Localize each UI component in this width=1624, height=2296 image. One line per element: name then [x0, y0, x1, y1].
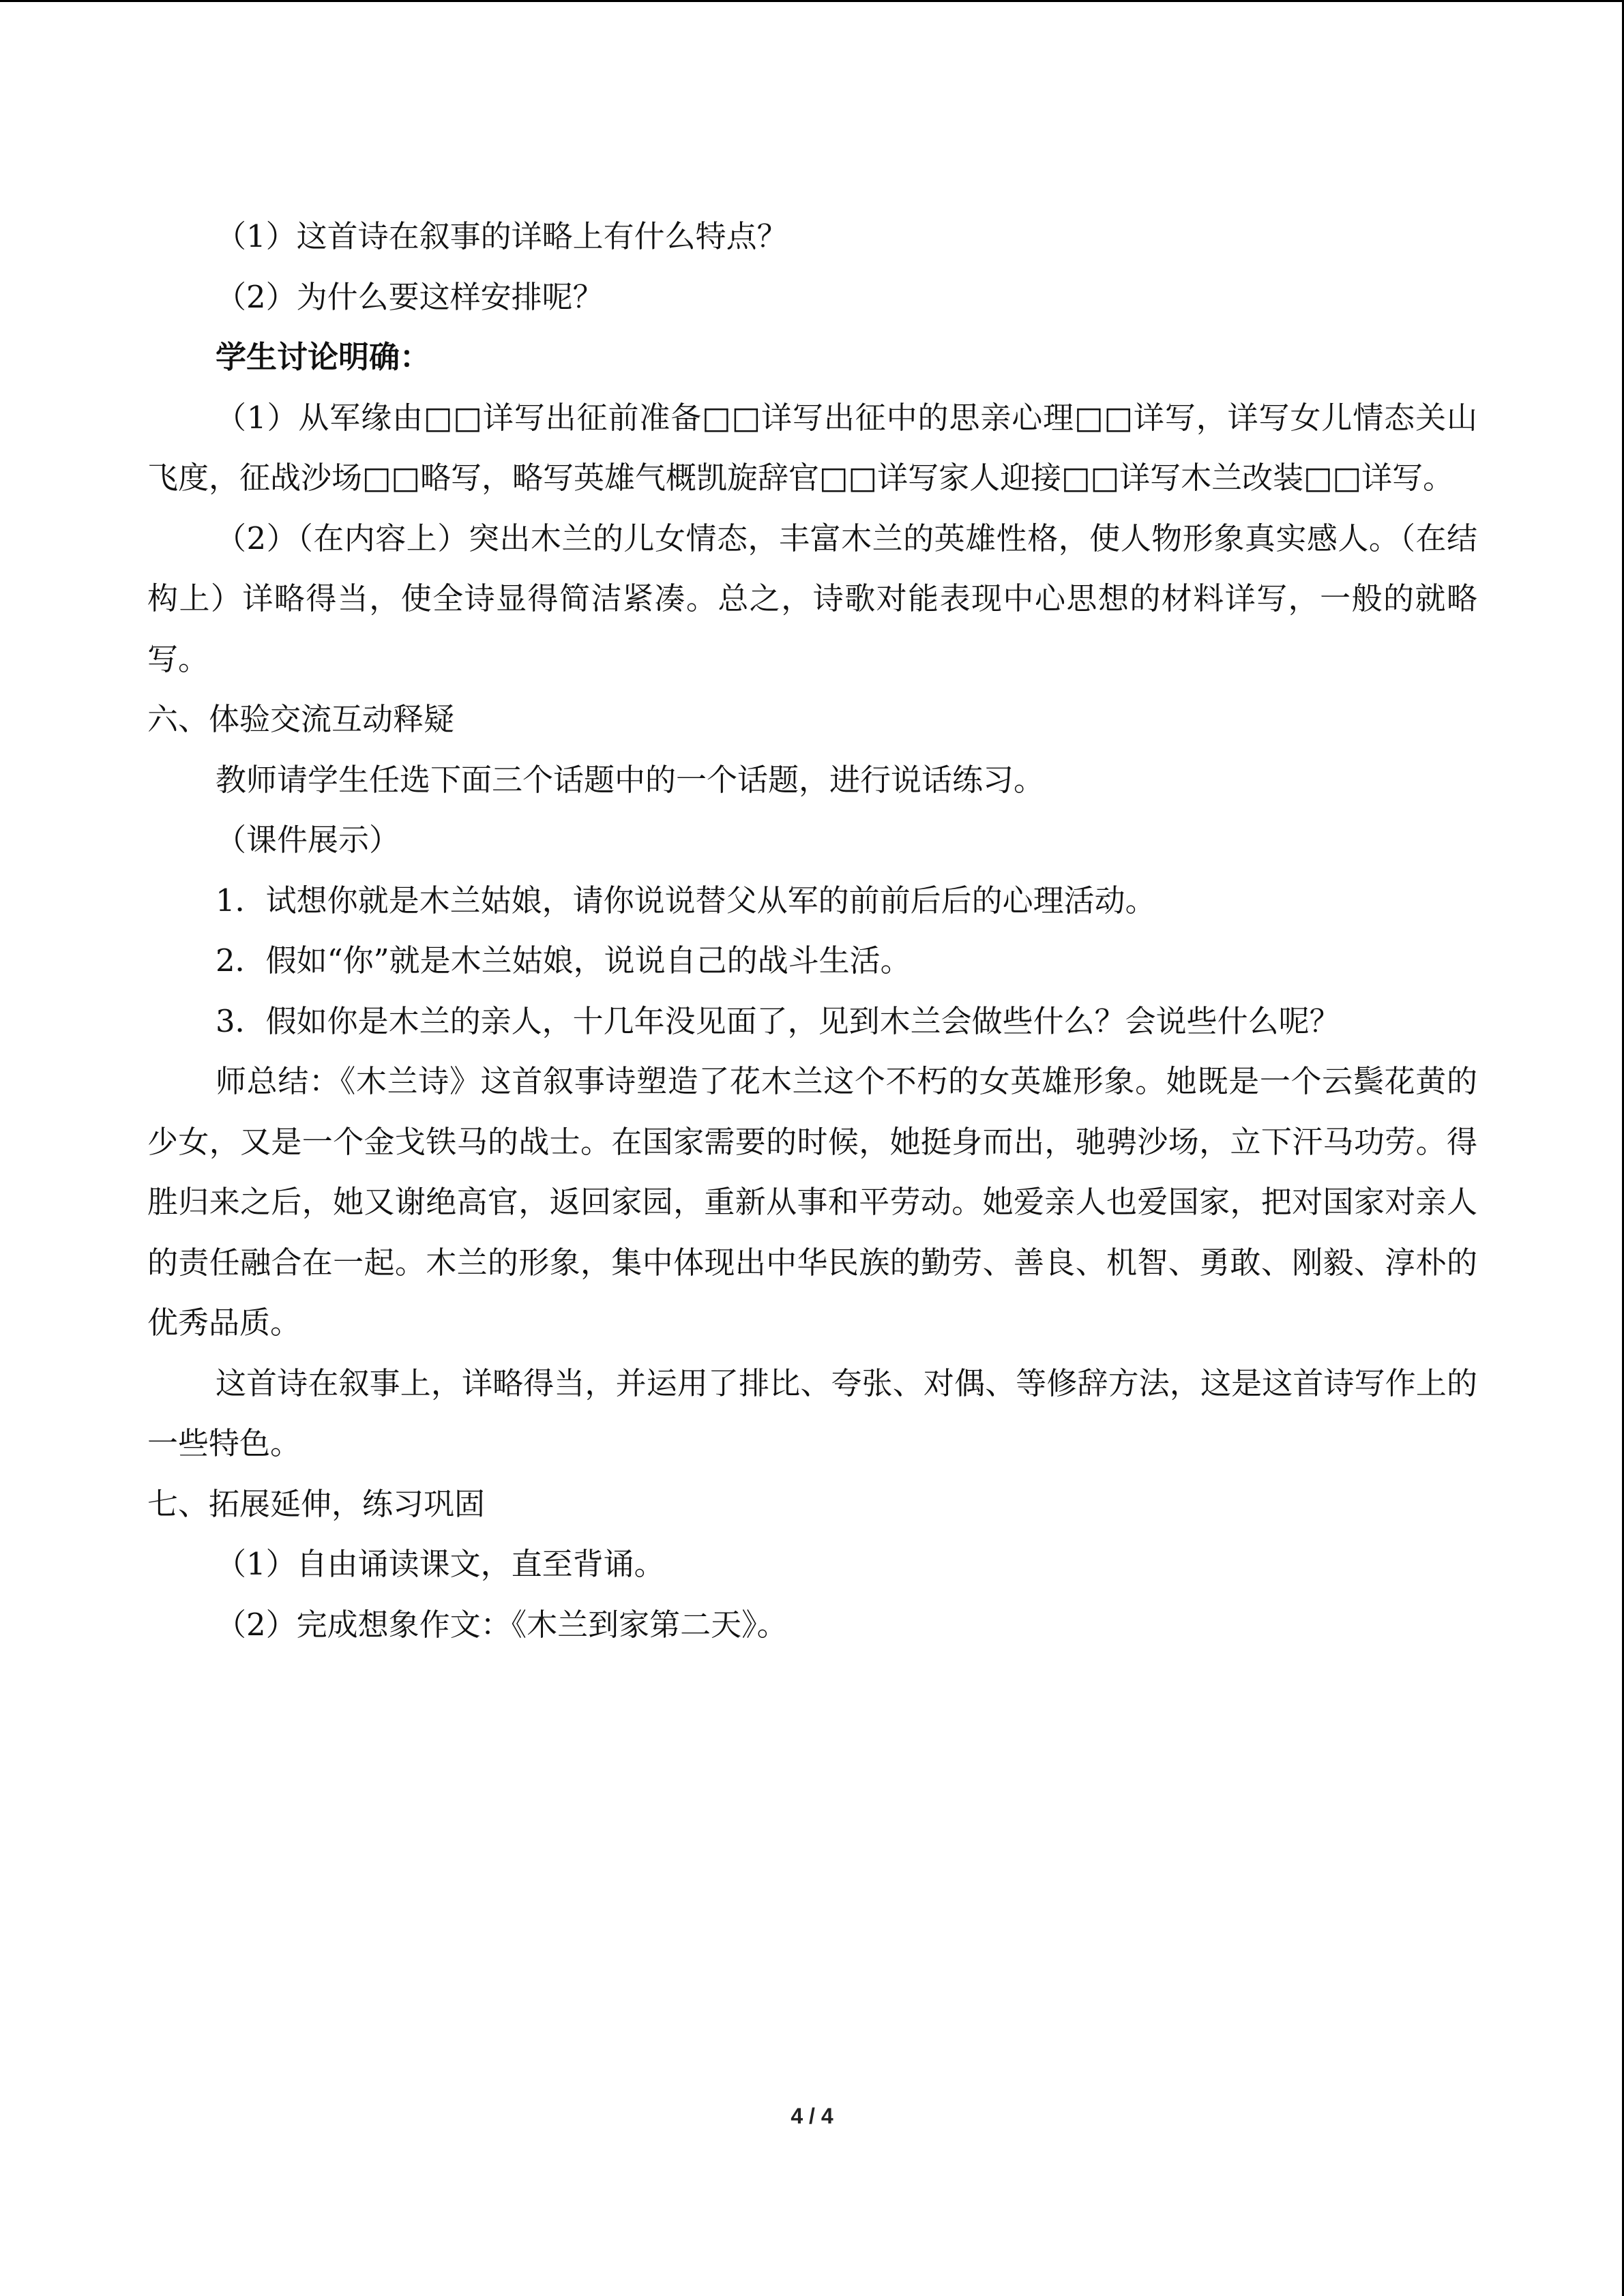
answer-2: （2）（在内容上）突出木兰的儿女情态，丰富木兰的英雄性格，使人物形象真实感人。（在结构上）详略得当，使全诗显得简洁紧凑。总之，诗歌对能表现中心思想的材料详写，一般的就略写。	[147, 520, 1477, 677]
writing-features: 这首诗在叙事上，详略得当，并运用了排比、夸张、对偶、等修辞方法，这是这首诗写作上的一些特色。	[147, 1365, 1477, 1461]
exercise-1: （1）自由诵读课文，直至背诵。	[216, 1546, 665, 1582]
topic-2: 2．假如“你”就是木兰姑娘，说说自己的战斗生活。	[216, 942, 911, 979]
teacher-instruction: 教师请学生任选下面三个话题中的一个话题，进行说话练习。	[216, 761, 1045, 798]
teacher-summary: 师总结：《木兰诗》这首叙事诗塑造了花木兰这个不朽的女英雄形象。她既是一个云鬓花黄的少女，又是一个金戈铁马的战士。在国家需要的时候，她挺身而出，驰骋沙场，立下汗马功劳。得胜归来之后，她又谢绝高官，返回家园，重新从事和平劳动。她爱亲人也爱国家，把对国家对亲人的责任融合在一起。木兰的形象，集中体现出中华民族的勤劳、善良、机智、勇敢、刚毅、淳朴的优秀品质。	[147, 1063, 1477, 1341]
question-1: （1）这首诗在叙事的详略上有什么特点？	[216, 218, 788, 254]
page-number: 4 / 4	[791, 2104, 833, 2128]
section-heading-7: 七、拓展延伸，练习巩固	[147, 1485, 486, 1522]
document-body	[147, 207, 1477, 1655]
courseware-note: （课件展示）	[216, 822, 400, 858]
section-heading-6: 六、体验交流互动释疑	[147, 701, 455, 737]
topic-1: 1．试想你就是木兰姑娘，请你说说替父从军的前前后后的心理活动。	[216, 882, 1156, 919]
question-2: （2）为什么要这样安排呢？	[216, 278, 604, 315]
exercise-2: （2）完成想象作文：《木兰到家第二天》。	[216, 1606, 788, 1643]
answer-1: （1）从军缘由□□详写出征前准备□□详写出征中的思亲心理□□详写，详写女儿情态关山飞度，征战沙场□□略写，略写英雄气概凯旋辞官□□详写家人迎接□□详写木兰改装□□详写。	[147, 399, 1477, 496]
topic-3: 3．假如你是木兰的亲人，十几年没见面了，见到木兰会做些什么？会说些什么呢？	[216, 1002, 1340, 1039]
discussion-label: 学生讨论明确：	[216, 339, 431, 375]
